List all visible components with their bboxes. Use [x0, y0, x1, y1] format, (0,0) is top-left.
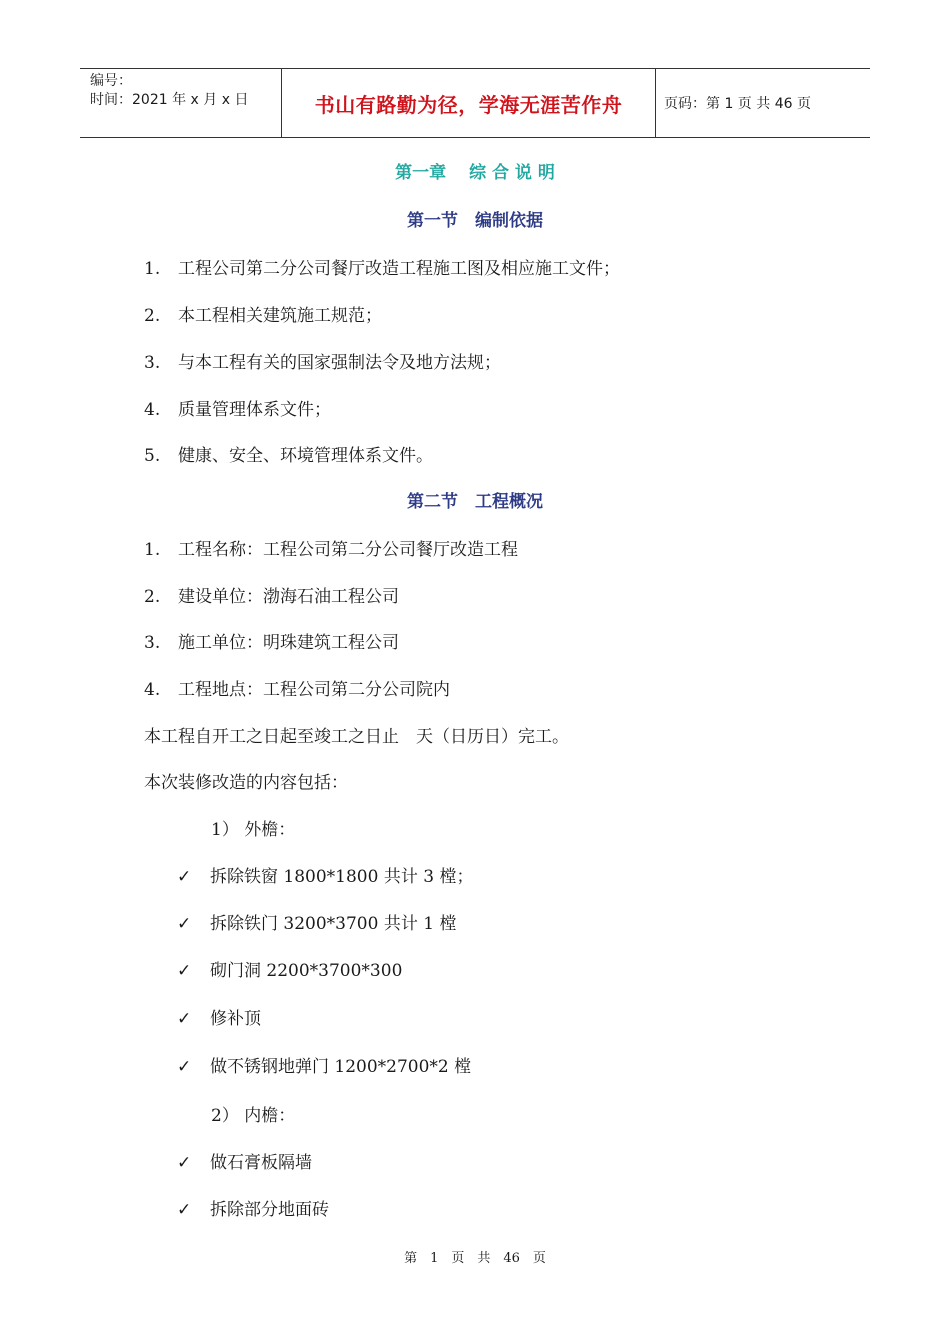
list-item: 3. 与本工程有关的国家强制法令及地方法规； [144, 353, 501, 373]
list-item: 4. 工程地点：工程公司第二分公司院内 [144, 680, 450, 700]
list-item: 4. 质量管理体系文件； [144, 400, 331, 420]
document-number: 编号： [90, 73, 132, 89]
list-item: 5. 健康、安全、环境管理体系文件。 [144, 446, 433, 466]
chapter-title: 第一章 综 合 说 明 [395, 163, 555, 183]
checklist-item: ✓ 砌门洞 2200*3700*300 [177, 961, 403, 981]
checklist-item: ✓ 拆除铁门 3200*3700 共计 1 樘 [177, 914, 457, 934]
section-title-overview: 第二节 工程概况 [407, 492, 543, 512]
header-page-info: 页码：第 1 页 共 46 页 [664, 96, 811, 112]
check-icon: ✓ [177, 1057, 192, 1077]
check-icon: ✓ [177, 1153, 192, 1173]
outer-label: 1） 外檐： [211, 820, 296, 840]
document-date: 时间：2021 年 x 月 x 日 [90, 92, 249, 108]
header-meta [80, 69, 280, 137]
header-motto-cell [281, 69, 656, 137]
page-footer: 第 1 页 共 46 页 [404, 1251, 546, 1266]
list-item: 1. 工程名称：工程公司第二分公司餐厅改造工程 [144, 540, 518, 560]
inner-label: 2） 内檐： [211, 1106, 296, 1126]
list-item: 1. 工程公司第二分公司餐厅改造工程施工图及相应施工文件； [144, 259, 620, 279]
checklist-item: ✓ 拆除铁窗 1800*1800 共计 3 樘； [177, 867, 474, 887]
checklist-item: ✓ 修补顶 [177, 1009, 261, 1029]
list-item: 2. 本工程相关建筑施工规范； [144, 306, 382, 326]
duration-text: 本工程自开工之日起至竣工之日止 天（日历日）完工。 [144, 727, 569, 747]
check-icon: ✓ [177, 1009, 192, 1029]
content-intro: 本次装修改造的内容包括： [144, 773, 348, 793]
check-icon: ✓ [177, 1200, 192, 1220]
section-title-basis: 第一节 编制依据 [407, 211, 543, 231]
list-item: 2. 建设单位：渤海石油工程公司 [144, 587, 399, 607]
list-item: 3. 施工单位：明珠建筑工程公司 [144, 633, 399, 653]
checklist-item: ✓ 做不锈钢地弹门 1200*2700*2 樘 [177, 1057, 472, 1077]
checklist-item: ✓ 做石膏板隔墙 [177, 1153, 312, 1173]
check-icon: ✓ [177, 961, 192, 981]
page-header [80, 68, 870, 138]
check-icon: ✓ [177, 867, 192, 887]
check-icon: ✓ [177, 914, 192, 934]
motto: 书山有路勤为径，学海无涯苦作舟 [314, 92, 623, 117]
checklist-item: ✓ 拆除部分地面砖 [177, 1200, 329, 1220]
